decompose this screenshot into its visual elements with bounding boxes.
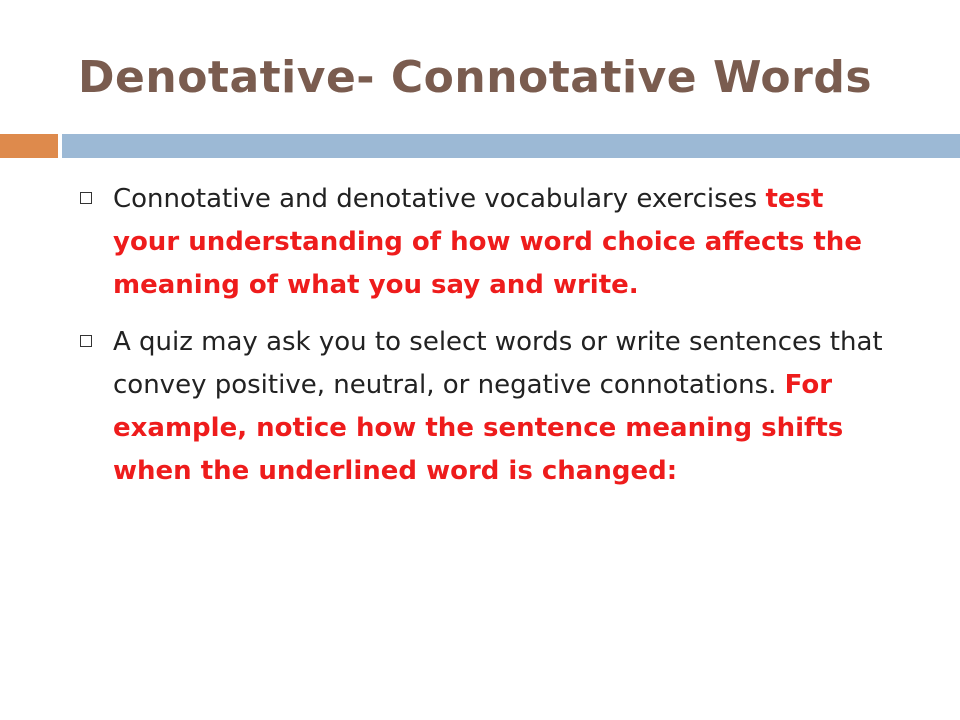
bullet-2-emphasis: For example, notice how the sentence meaning shifts when the underlined word is changed: <box>113 370 844 486</box>
bullet-1-emphasis: test your understanding of how word choice affects the meaning of what you say and write. <box>113 184 862 300</box>
bullet-item-1 <box>78 178 898 307</box>
bullet-2-text: A quiz may ask you to select words or write sentences that convey positive, neutral, or negative connotations. <box>113 327 883 400</box>
accent-bar-orange <box>0 134 58 158</box>
bullet-item-2 <box>78 321 898 493</box>
square-bullet-icon <box>80 335 92 347</box>
bullet-1-text: Connotative and denotative vocabulary exercises <box>113 184 766 214</box>
bullet-list <box>78 178 898 507</box>
square-bullet-icon <box>80 192 92 204</box>
accent-bar-blue <box>62 134 960 158</box>
slide-title: Denotative- Connotative Words <box>78 52 873 103</box>
